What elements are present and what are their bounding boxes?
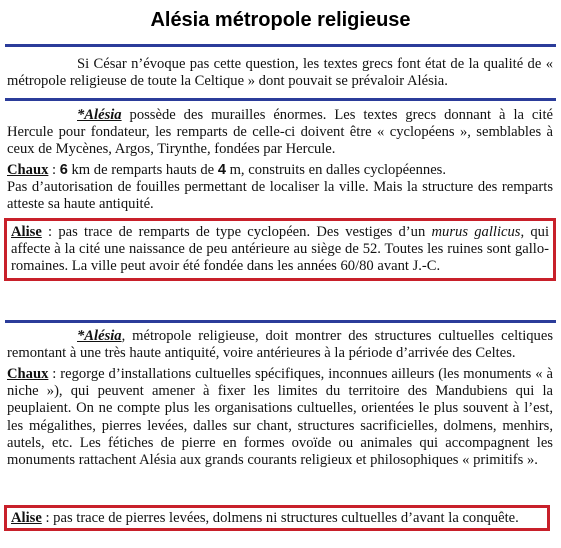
alise-label: Alise (11, 224, 42, 240)
divider-rule (5, 320, 556, 323)
alise-text: : pas trace de remparts de type cyclopéen. Des vestiges d’un (41, 224, 432, 240)
alise-label: Alise (11, 510, 42, 526)
alise-text: , qui affecte à la cité une naissance de peu antérieure au siège de 52. Toutes les ruines sont gallo-romaines. La ville peut avoir été fondée dans les années 60/80 avant J.-C. (11, 224, 550, 275)
alise-italic-term: murus gallicus (431, 224, 521, 240)
alise-text: : pas trace de pierres levées, dolmens ni structures cultuelles d’avant la conquête. (41, 510, 519, 526)
section1-lead-text: possède des murailles énormes. Les textes grecs donnant à la cité Hercule pour fondateur, les remparts de celle-ci doivent être « cyclopéens », semblables à ceux de Mycènes, Argos, Tirynthe, fondées par Hercule. (7, 107, 553, 158)
intro-paragraph: Si César n’évoque pas cette question, les textes grecs font état de la qualité de « métropole religieuse de toute la Celtique » dont pouvait se prévaloir Alésia. (7, 56, 553, 90)
section1-chaux-paragraph (7, 162, 553, 179)
alise-highlight-box (4, 505, 550, 531)
section1-note-paragraph: Pas d’autorisation de fouilles permettant de localiser la ville. Mais la structure des remparts atteste sa haute antiquité. (7, 179, 553, 213)
section2-chaux-paragraph (7, 366, 553, 469)
chaux-text: m, construits en dalles cyclopéennes. (225, 162, 446, 178)
section1-alise-paragraph (11, 224, 549, 276)
chaux-label: Chaux (7, 162, 49, 178)
chaux-number: 6 (59, 162, 68, 178)
chaux-label: Chaux (7, 366, 49, 382)
divider-rule (5, 44, 556, 47)
chaux-text: : (48, 162, 60, 178)
section2-lead-text: , métropole religieuse, doit montrer des structures cultuelles celtiques remontant à une très haute antiquité, voire antérieures à la période d’arrivée des Celtes. (7, 328, 553, 362)
divider-rule (5, 98, 556, 101)
section2-lead-paragraph (7, 328, 553, 362)
section2-alise-paragraph (11, 510, 543, 527)
chaux-number: 4 (217, 162, 226, 178)
page-title: Alésia métropole religieuse (150, 9, 411, 31)
chaux-text: : regorge d’installations cultuelles spécifiques, inconnues ailleurs (les monuments « à niche »), qui peuvent amener à fixer les limites du territoire des Mandubiens qui la peuplaient. On ne compte plus les organisations cultuelles, orientées le plus souvent à l’est, les mégalithes, pierres levées, dalles sur chant, structures sacrificielles, dolmens, menhirs, autels, etc. Les fétiches de pierre en formes ovoïde ou animales qui accompagnent les monuments rattachent Alésia aux grands courants religieux et philosophiques « primitifs ». (7, 366, 553, 469)
alesia-name: *Alésia (77, 328, 122, 344)
alesia-name: *Alésia (77, 107, 122, 123)
alise-highlight-box (4, 218, 556, 281)
section1-lead-paragraph (7, 107, 553, 159)
chaux-text: km de remparts hauts de (67, 162, 218, 178)
